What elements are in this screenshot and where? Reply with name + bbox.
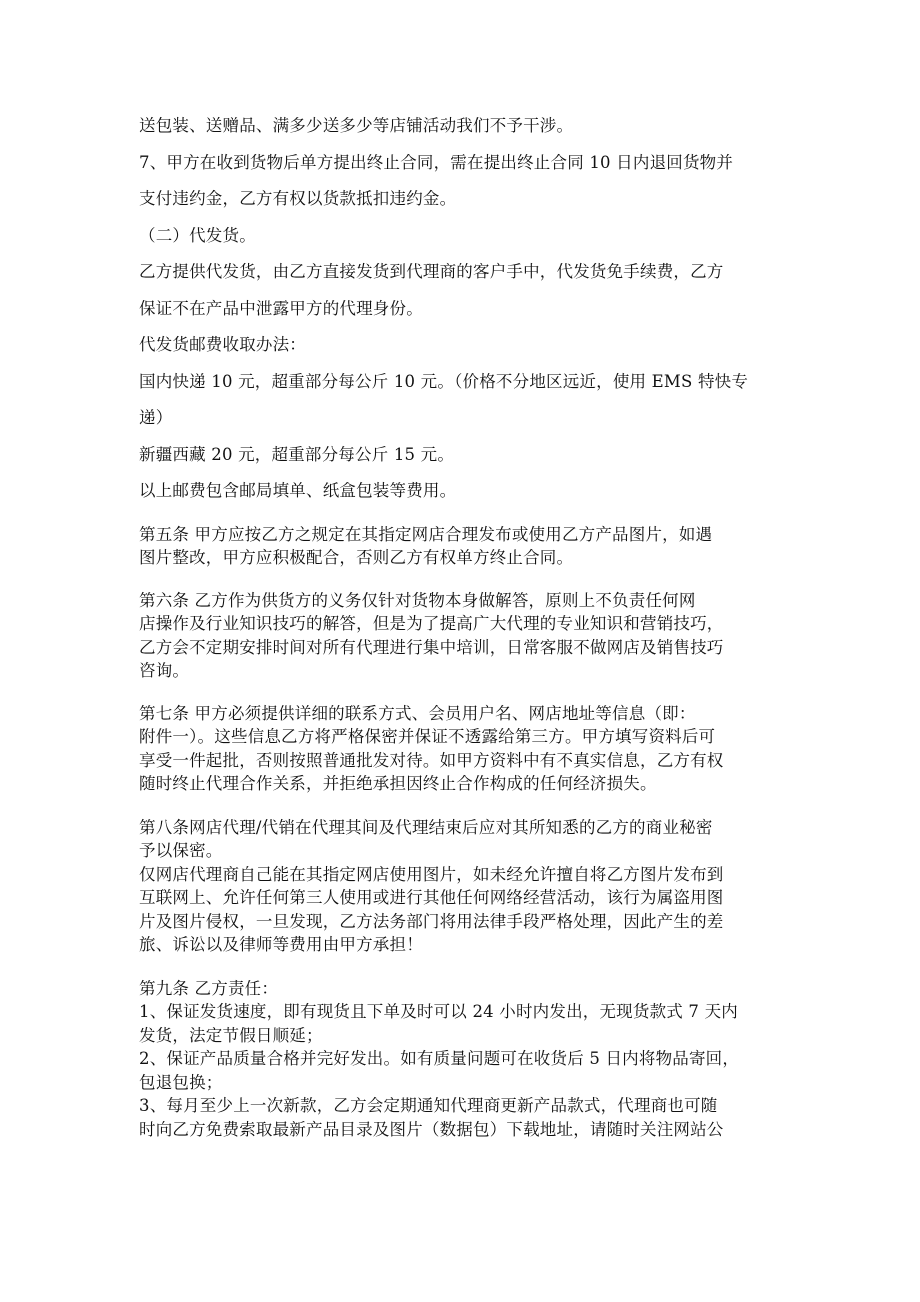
text-line: 国内快递 10 元，超重部分每公斤 10 元。（价格不分地区远近，使用 EMS 特快专 xyxy=(139,371,749,391)
text-line: 片及图片侵权，一旦发现，乙方法务部门将用法律手段严格处理，因此产生的差 xyxy=(139,911,724,931)
text-line: 时向乙方免费索取最新产品目录及图片（数据包）下载地址，请随时关注网站公 xyxy=(139,1119,724,1139)
text-line: 旅、诉讼以及律师等费用由甲方承担！ xyxy=(139,935,423,954)
article-8 xyxy=(139,816,791,957)
terms-block xyxy=(139,108,791,510)
text-line: 仅网店代理商自己能在其指定网店使用图片，如未经允许擅自将乙方图片发布到 xyxy=(139,864,724,884)
text-line: 互联网上、允许任何第三人使用或进行其他任何网络经营活动，该行为属盗用图 xyxy=(139,888,724,907)
text-line: 享受一件起批，否则按照普通批发对待。如甲方资料中有不真实信息，乙方有权 xyxy=(139,750,724,770)
text-line: 以上邮费包含邮局填单、纸盒包装等费用。 xyxy=(139,481,457,500)
text-line: 第五条 甲方应按乙方之规定在其指定网店合理发布或使用乙方产品图片，如遇 xyxy=(139,524,713,544)
text-line: 图片整改，甲方应积极配合，否则乙方有权单方终止合同。 xyxy=(139,548,574,567)
text-line: 7、甲方在收到货物后单方提出终止合同，需在提出终止合同 10 日内退回货物并 xyxy=(139,152,734,172)
text-line: 保证不在产品中泄露甲方的代理身份。 xyxy=(139,298,423,318)
text-line: 第八条网店代理/代销在代理其间及代理结束后应对其所知悉的乙方的商业秘密 xyxy=(139,817,713,837)
text-line: 第六条 乙方作为供货方的义务仅针对货物本身做解答，原则上不负责任何网 xyxy=(139,590,696,610)
text-line: 第九条 乙方责任： xyxy=(139,978,279,998)
text-line: 予以保密。 xyxy=(139,841,223,860)
text-line: 店操作及行业知识技巧的解答，但是为了提高广大代理的专业知识和营销技巧， xyxy=(139,614,724,633)
document-body xyxy=(139,108,791,1141)
text-line: 随时终止代理合作关系，并拒绝承担因终止合作构成的任何经济损失。 xyxy=(139,774,657,793)
text-line: 第七条 甲方必须提供详细的联系方式、会员用户名、网店地址等信息（即： xyxy=(139,703,696,723)
article-6 xyxy=(139,589,791,683)
text-line: 送包装、送赠品、满多少送多少等店铺活动我们不予干涉。 xyxy=(139,116,574,135)
text-line: 乙方提供代发货，由乙方直接发货到代理商的客户手中，代发货免手续费，乙方 xyxy=(139,262,724,281)
article-5 xyxy=(139,523,791,570)
text-line: 咨询。 xyxy=(139,661,190,680)
article-7 xyxy=(139,702,791,796)
section-heading: （二）代发货。 xyxy=(139,225,256,245)
text-line: 支付违约金，乙方有权以货款抵扣违约金。 xyxy=(139,189,457,208)
text-line: 包退包换； xyxy=(139,1072,223,1092)
text-line: 递） xyxy=(139,408,173,427)
text-line: 乙方会不定期安排时间对所有代理进行集中培训，日常客服不做网店及销售技巧 xyxy=(139,637,724,657)
article-9 xyxy=(139,977,791,1142)
text-line: 3、每月至少上一次新款，乙方会定期通知代理商更新产品款式，代理商也可随 xyxy=(139,1096,718,1115)
text-line: 新疆西藏 20 元，超重部分每公斤 15 元。 xyxy=(139,444,455,464)
text-line: 附件一）。这些信息乙方将严格保密并保证不透露给第三方。甲方填写资料后可 xyxy=(139,727,716,746)
text-line: 发货，法定节假日顺延； xyxy=(139,1025,323,1045)
text-line: 2、保证产品质量合格并完好发出。如有质量问题可在收货后 5 日内将物品寄回， xyxy=(139,1049,740,1068)
text-line: 1、保证发货速度，即有现货且下单及时可以 24 小时内发出，无现货款式 7 天内 xyxy=(139,1002,738,1021)
text-line: 代发货邮费收取办法： xyxy=(139,335,306,354)
